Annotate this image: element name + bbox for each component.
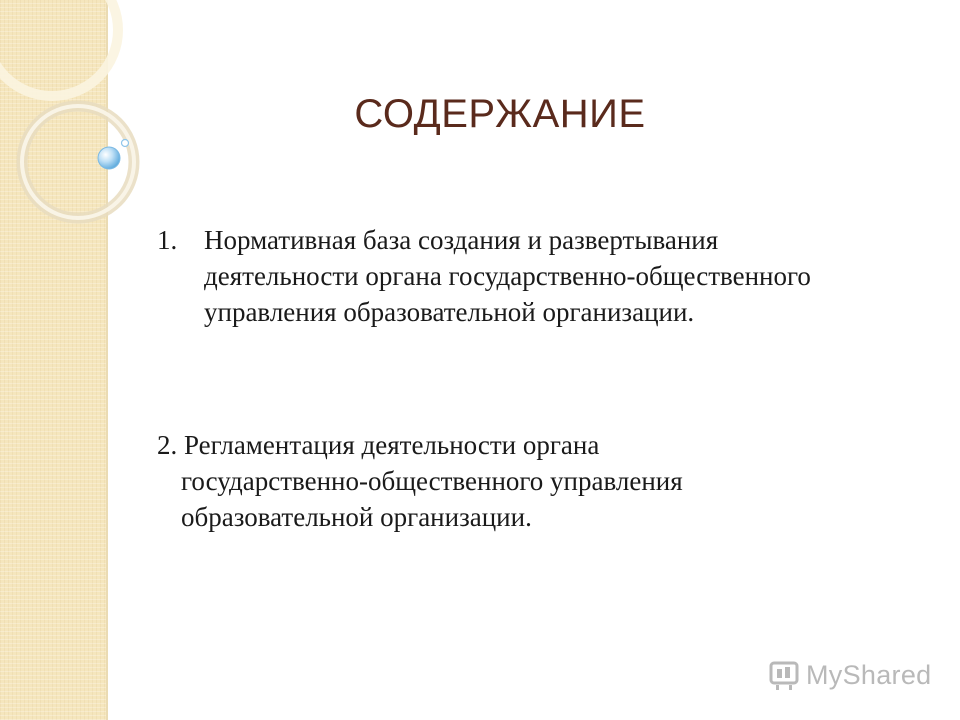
- blue-bubble-icon: [98, 147, 120, 169]
- list-item: [157, 427, 837, 535]
- myshared-logo-icon: [768, 659, 802, 691]
- list-item-first-line: 2. Регламентация деятельности органа: [157, 430, 600, 460]
- decorative-ring: [0, 0, 118, 96]
- list-item-number: 1.: [157, 225, 178, 255]
- list-item: [157, 222, 857, 330]
- decorative-rings-icon: [0, 0, 160, 260]
- watermark-text: MyShared: [806, 659, 932, 690]
- list-item-text: Нормативная база создания и развертывания деятельности органа государственно-общественного управления образовательной организации.: [204, 225, 811, 327]
- small-bubble-icon: [122, 140, 129, 147]
- slide-title: СОДЕРЖАНИЕ: [354, 92, 646, 136]
- list-item-text: государственно-общественного управления образовательной организации.: [181, 466, 683, 532]
- watermark: [768, 657, 931, 693]
